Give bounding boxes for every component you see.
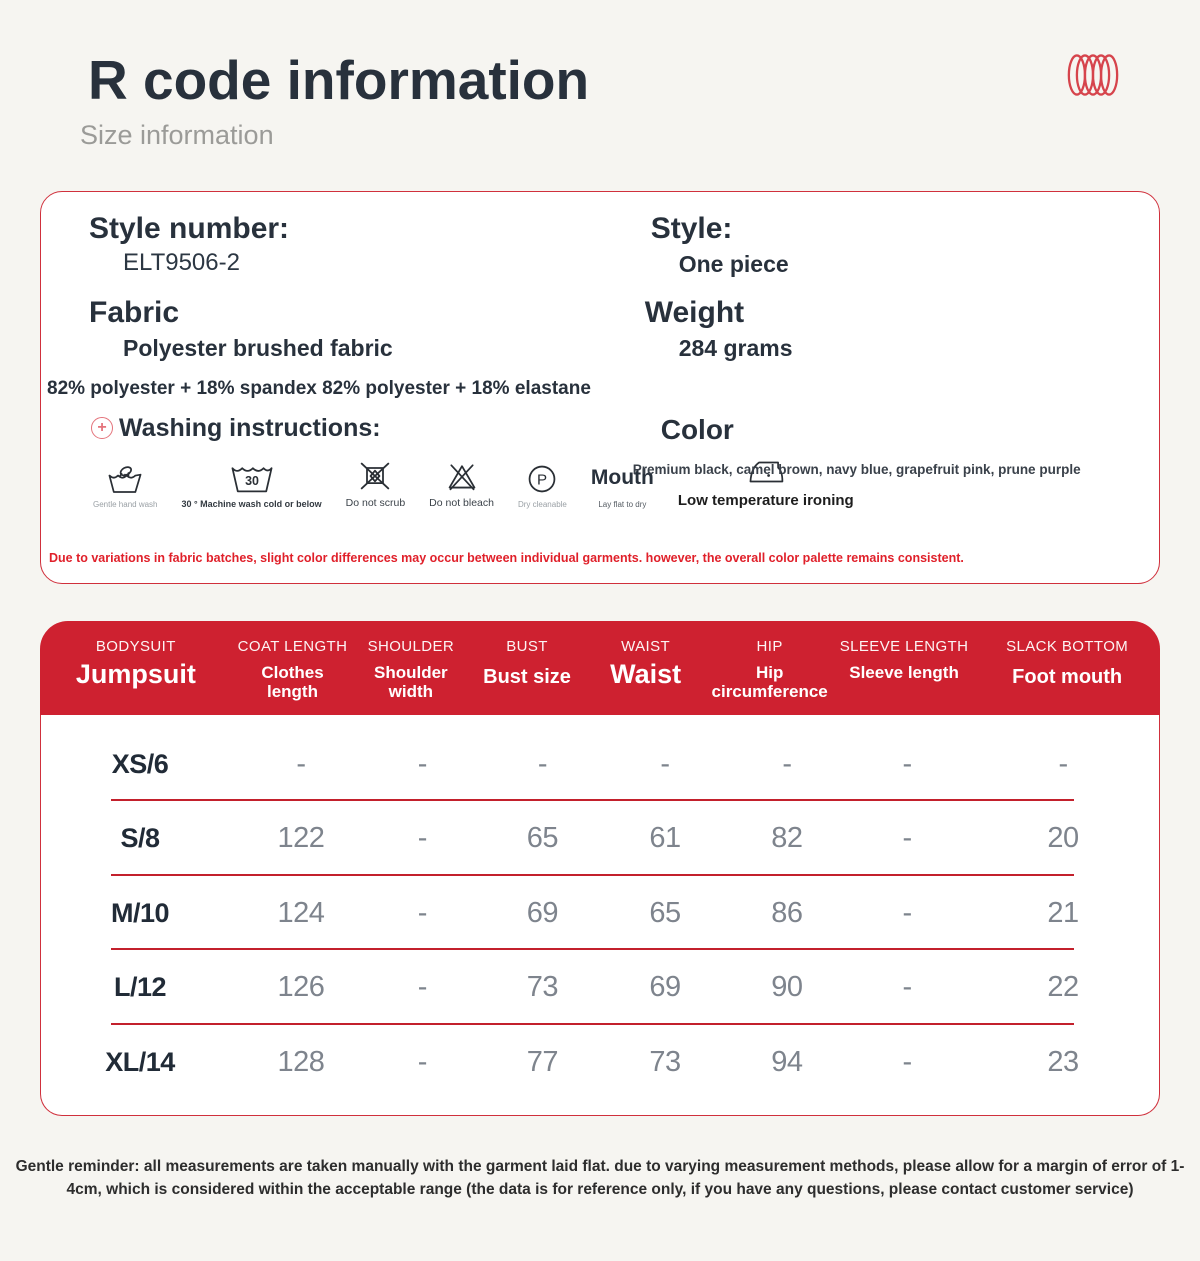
style-value: One piece [678, 250, 789, 277]
do-not-bleach-icon [444, 458, 480, 492]
style-number-label: Style number: [89, 211, 290, 245]
wash-caption: Low temperature ironing [677, 491, 854, 509]
column-header-bust-size: BUST Bust size [483, 637, 571, 688]
page-subtitle: Size information [80, 119, 274, 150]
style-label: Style: [650, 211, 733, 245]
coil-logo-icon [1064, 52, 1122, 103]
product-info-card [40, 191, 1160, 584]
hand-wash-icon [106, 461, 144, 495]
machine-wash-30-icon [229, 460, 275, 494]
fabric-value: Polyester brushed fabric [123, 334, 393, 361]
column-header-clothes-length: COAT LENGTH Clothes length [237, 637, 348, 701]
wash-caption: Do not scrub [345, 496, 406, 509]
page-header [0, 0, 1200, 151]
wash-item-do-not-scrub [346, 458, 406, 509]
wash-item-do-not-bleach [429, 458, 494, 509]
svg-text:30: 30 [244, 473, 259, 488]
plus-circle-icon: + [91, 417, 113, 439]
fabric-label: Fabric [89, 295, 180, 329]
fabric-composition: 82% polyester + 18% spandex 82% polyester + 18% elastane [47, 377, 591, 399]
mouth-word: Mouth [590, 465, 654, 489]
column-header-waist: WAIST Waist [610, 637, 682, 689]
weight-label: Weight [644, 295, 745, 329]
do-not-scrub-icon [357, 458, 393, 492]
washing-icons-row [41, 453, 854, 509]
table-row-m10: M/10 124 - 69 65 86 - 21 [41, 876, 1159, 951]
column-header-foot-mouth: SLACK BOTTOM Foot mouth [1006, 637, 1129, 688]
washing-instructions-label: Washing instructions: [119, 413, 381, 442]
table-row-xl14: XL/14 128 - 77 73 94 - 23 [105, 1045, 1079, 1078]
column-header-sleeve-length: SLEEVE LENGTH Sleeve length [839, 637, 969, 682]
weight-value: 284 grams [678, 334, 793, 361]
column-header-shoulder-width: SHOULDER Shoulder width [367, 637, 455, 701]
color-label: Color [660, 413, 734, 445]
page-title: R code information [88, 49, 590, 111]
svg-text:P: P [537, 471, 548, 489]
column-header-hip: HIP Hip circumference [711, 637, 828, 701]
size-table [40, 621, 1160, 1117]
size-table-header [40, 621, 1160, 715]
wash-item-dry-clean [518, 461, 567, 509]
wash-caption: Dry cleanable [517, 499, 567, 509]
table-row-s8: S/8 122 - 65 61 82 - 20 [41, 801, 1159, 876]
style-number-value: ELT9506-2 [123, 248, 240, 276]
size-table-body [40, 715, 1160, 1117]
washing-instructions-heading [41, 414, 645, 443]
table-row-xs6: XS/6 - - - - - - - [41, 727, 1159, 802]
wash-caption: Do not bleach [429, 496, 494, 509]
dry-clean-p-icon [526, 461, 558, 495]
wash-caption: Gentle hand wash [93, 499, 158, 509]
color-value: Premium black, camel brown, navy blue, grapefruit pink, prune purple [632, 461, 1081, 477]
measurement-reminder: Gentle reminder: all measurements are taken manually with the garment laid flat. due to varying measurement methods, please allow for a margin of error of 1-4cm, which is considered within the acceptable range (the data is for reference only, if you have any questions, please contact customer service) [15, 1158, 1185, 1198]
fabric-batch-disclaimer: Due to variations in fabric batches, slight color differences may occur between individual garments. however, the overall color palette remains consistent. [49, 550, 964, 565]
wash-item-machine-wash-30 [182, 460, 322, 509]
wash-caption: 30 ° Machine wash cold or below [181, 498, 322, 509]
wash-item-hand-wash [93, 461, 158, 509]
table-row-l12: L/12 126 - 73 69 90 - 22 [41, 950, 1159, 1025]
column-header-jumpsuit: BODYSUIT Jumpsuit [75, 637, 196, 689]
wash-caption: Lay flat to dry [598, 499, 647, 509]
